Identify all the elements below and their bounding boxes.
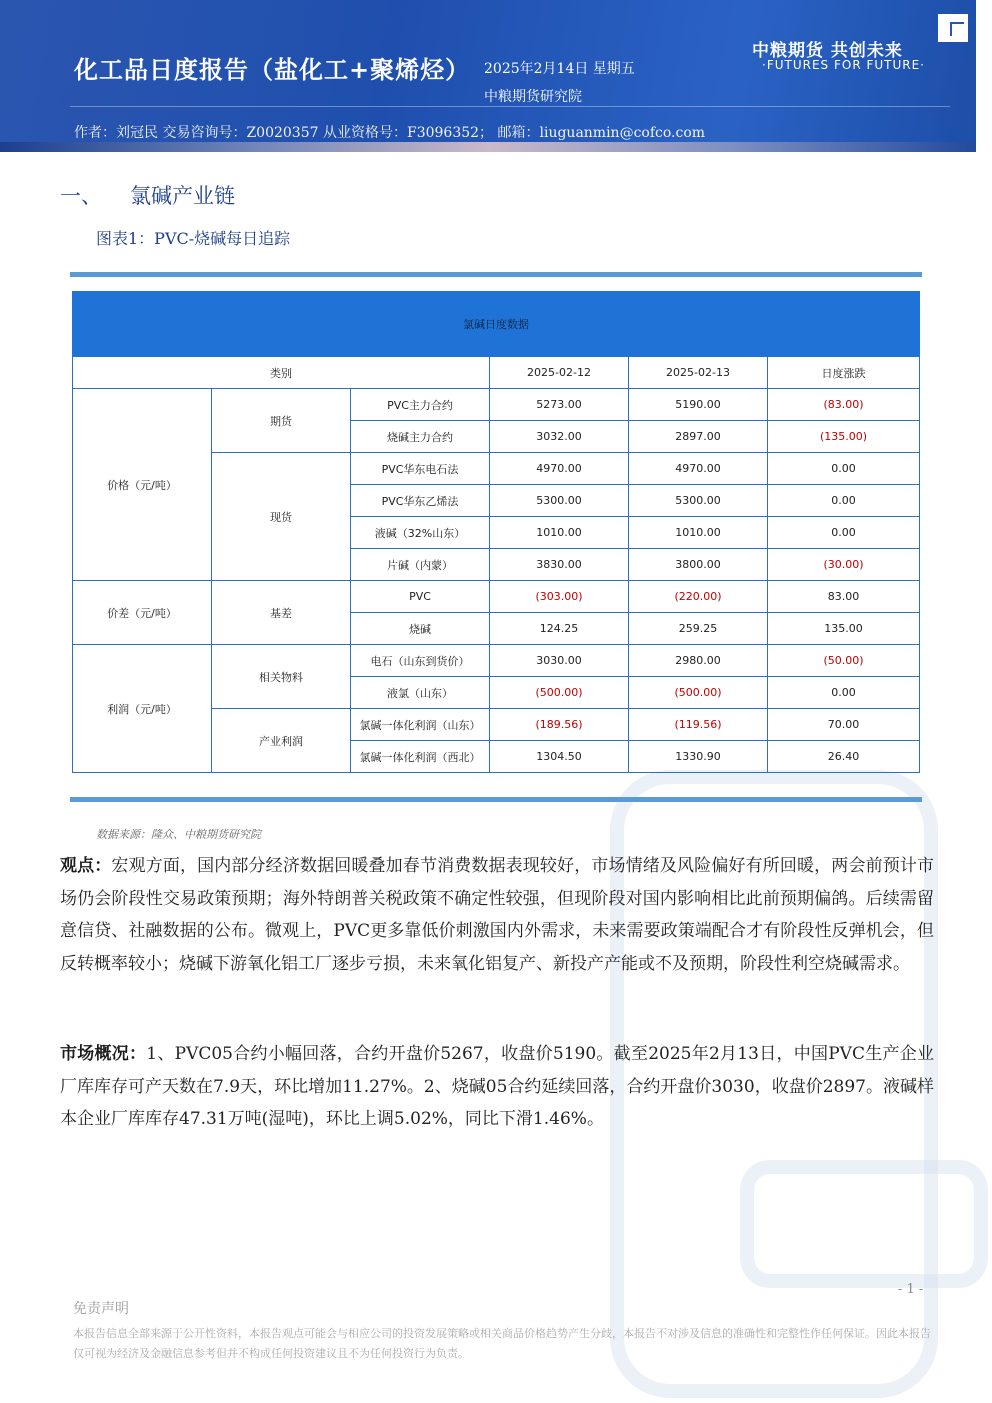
group-label: 价差（元/吨）	[73, 581, 212, 645]
value-cell: (303.00)	[490, 581, 629, 613]
value-cell: (220.00)	[629, 581, 768, 613]
page-number: - 1 -	[898, 1282, 924, 1297]
market-label: 市场概况：	[60, 1044, 147, 1064]
report-date: 2025年2月14日 星期五	[484, 61, 635, 77]
brand-mark-icon	[938, 14, 968, 42]
value-cell: 1010.00	[490, 517, 629, 549]
section-number: 一、	[60, 184, 102, 208]
row-label: PVC华东乙烯法	[351, 485, 490, 517]
table-header: 氯碱日度数据	[73, 292, 920, 357]
row-label: PVC	[351, 581, 490, 613]
section-heading	[60, 180, 235, 210]
data-source-note: 数据来源：隆众、中粮期货研究院	[96, 828, 261, 841]
table-bottom-rule	[70, 797, 922, 802]
table-row	[73, 645, 920, 677]
subgroup-label: 产业利润	[212, 709, 351, 773]
value-cell: 3830.00	[490, 549, 629, 581]
table-top-rule	[70, 272, 922, 277]
report-header	[0, 0, 976, 152]
value-cell: 3030.00	[490, 645, 629, 677]
row-label: 烧碱主力合约	[351, 421, 490, 453]
change-cell: (83.00)	[768, 389, 920, 421]
change-cell: (135.00)	[768, 421, 920, 453]
change-cell: 70.00	[768, 709, 920, 741]
row-label: 液碱（32%山东）	[351, 517, 490, 549]
change-cell: 83.00	[768, 581, 920, 613]
subgroup-label: 现货	[212, 453, 351, 581]
row-label: 液氯（山东）	[351, 677, 490, 709]
value-cell: 5273.00	[490, 389, 629, 421]
row-label: 片碱（内蒙）	[351, 549, 490, 581]
figure-title: 图表1：PVC-烧碱每日追踪	[96, 229, 291, 248]
view-paragraph	[60, 850, 934, 980]
subgroup-label: 基差	[212, 581, 351, 645]
chlor-alkali-data-table	[72, 291, 920, 773]
row-label: 电石（山东到货价）	[351, 645, 490, 677]
value-cell: 5190.00	[629, 389, 768, 421]
table-row	[73, 581, 920, 613]
row-label: 氯碱一体化利润（西北）	[351, 741, 490, 773]
value-cell: 3800.00	[629, 549, 768, 581]
value-cell: 5300.00	[490, 485, 629, 517]
value-cell: 4970.00	[629, 453, 768, 485]
market-text: 1、PVC05合约小幅回落，合约开盘价5267，收盘价5190。截至2025年2月13日，中国PVC生产企业厂库库存可产天数在7.9天，环比增加11.27%。2、烧碱05合约延续回落，合约开盘价3030，收盘价2897。液碱样本企业厂库库存47.31万吨(湿吨)，环比上调5.02%，同比下滑1.46%。	[60, 1044, 934, 1129]
value-cell: 1304.50	[490, 741, 629, 773]
value-cell: 1330.90	[629, 741, 768, 773]
value-cell: 124.25	[490, 613, 629, 645]
change-cell: 0.00	[768, 453, 920, 485]
subgroup-label: 期货	[212, 389, 351, 453]
value-cell: 3032.00	[490, 421, 629, 453]
column-header: 日度涨跌	[768, 357, 920, 389]
column-header: 2025-02-13	[629, 357, 768, 389]
subgroup-label: 相关物料	[212, 645, 351, 709]
value-cell: 259.25	[629, 613, 768, 645]
header-strip	[0, 142, 976, 152]
author-line: 作者：刘冠民 交易咨询号：Z0020357 从业资格号：F3096352； 邮箱：liuguanmin@cofco.com	[74, 125, 706, 141]
view-text: 宏观方面，国内部分经济数据回暖叠加春节消费数据表现较好，市场情绪及风险偏好有所回暖，两会前预计市场仍会阶段性交易政策预期；海外特朗普关税政策不确定性较强，但现阶段对国内影响相比此前预期偏鸽。后续需留意信贷、社融数据的公布。微观上，PVC更多靠低价刺激国内外需求，未来需要政策端配合才有阶段性反弹机会，但反转概率较小；烧碱下游氧化铝工厂逐步亏损，未来氧化铝复产、新投产产能或不及预期，阶段性利空烧碱需求。	[60, 856, 934, 974]
row-label: 氯碱一体化利润（山东）	[351, 709, 490, 741]
value-cell: 4970.00	[490, 453, 629, 485]
group-label: 价格（元/吨）	[73, 389, 212, 581]
value-cell: 2980.00	[629, 645, 768, 677]
market-paragraph	[60, 1038, 934, 1136]
group-label: 利润（元/吨）	[73, 645, 212, 773]
value-cell: 2897.00	[629, 421, 768, 453]
value-cell: 1010.00	[629, 517, 768, 549]
header-divider	[70, 106, 950, 107]
column-header: 类别	[73, 357, 490, 389]
table-row	[73, 389, 920, 421]
institute-name: 中粮期货研究院	[484, 89, 582, 105]
disclaimer-title: 免责声明	[73, 1301, 129, 1317]
report-title: 化工品日度报告（盐化工+聚烯烃）	[74, 55, 471, 84]
brand-logo-text: 中粮期货 共创未来	[752, 41, 903, 61]
value-cell: 5300.00	[629, 485, 768, 517]
disclaimer-text: 本报告信息全部来源于公开性资料，本报告观点可能会与相应公司的投资发展策略或相关商品价格趋势产生分歧，本报告不对涉及信息的准确性和完整性作任何保证。因此本报告仅可视为经济及金融信息参考但并不构成任何投资建议且不为任何投资行为负责。	[73, 1327, 931, 1360]
change-cell: 0.00	[768, 517, 920, 549]
background-watermark	[740, 1160, 988, 1288]
value-cell: (500.00)	[490, 677, 629, 709]
row-label: PVC主力合约	[351, 389, 490, 421]
change-cell: 135.00	[768, 613, 920, 645]
change-cell: (50.00)	[768, 645, 920, 677]
row-label: 烧碱	[351, 613, 490, 645]
change-cell: 26.40	[768, 741, 920, 773]
value-cell: (119.56)	[629, 709, 768, 741]
section-title: 氯碱产业链	[130, 184, 235, 208]
view-label: 观点：	[60, 856, 112, 876]
change-cell: (30.00)	[768, 549, 920, 581]
value-cell: (189.56)	[490, 709, 629, 741]
value-cell: (500.00)	[629, 677, 768, 709]
change-cell: 0.00	[768, 677, 920, 709]
brand-slogan: ·FUTURES FOR FUTURE·	[762, 58, 925, 72]
column-header: 2025-02-12	[490, 357, 629, 389]
row-label: PVC华东电石法	[351, 453, 490, 485]
change-cell: 0.00	[768, 485, 920, 517]
